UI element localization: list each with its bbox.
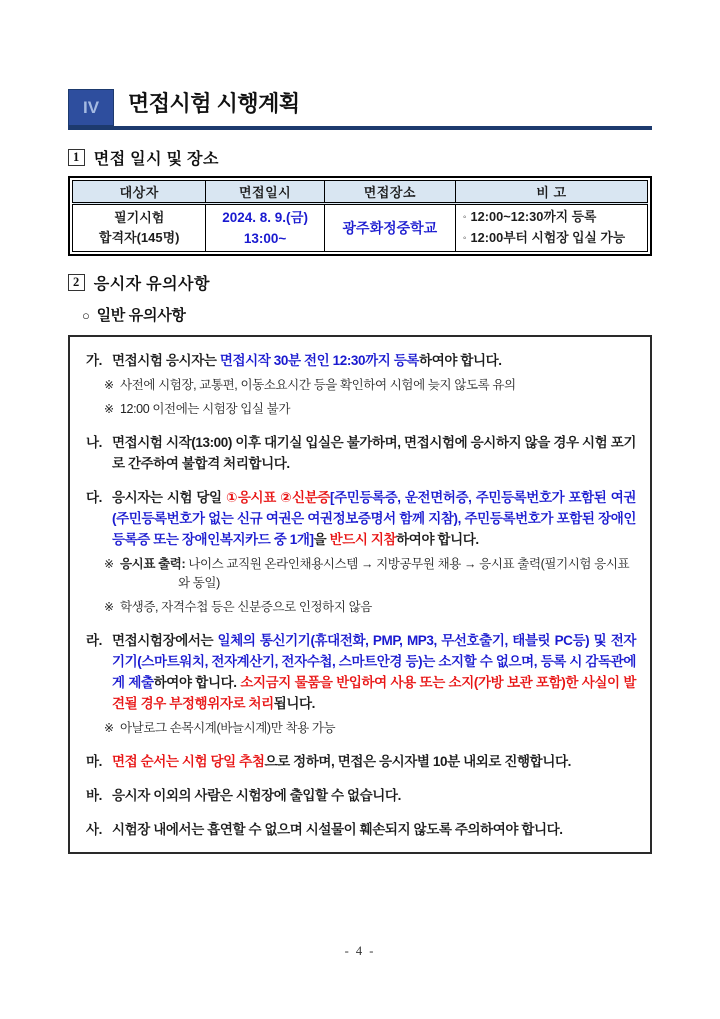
- item-label: 라.: [86, 633, 102, 648]
- notice-note: [70, 719, 636, 738]
- boxed-number-2: 2: [68, 274, 85, 291]
- remark-line: ◦ 12:00~12:30까지 등록: [462, 209, 597, 224]
- item-label: 마.: [86, 754, 102, 769]
- note-text: 12:00 이전에는 시험장 입실 불가: [120, 402, 290, 416]
- reference-mark-icon: ※: [104, 557, 114, 571]
- cell-datetime: 2024. 8. 9.(금) 13:00~: [206, 204, 324, 252]
- notice-item-ma: [70, 751, 636, 772]
- heading-label: 면접 일시 및 장소: [93, 151, 219, 168]
- table-row: [73, 204, 648, 252]
- heading-label: 응시자 유의사항: [93, 276, 210, 293]
- bullet-icon: ◦: [462, 233, 467, 244]
- section-header: [68, 87, 652, 130]
- cell-target: 필기시험 합격자(145명): [73, 204, 206, 252]
- page-number: - 4 -: [344, 944, 376, 958]
- item-label: 다.: [86, 490, 102, 505]
- heading-interview-schedule: [68, 146, 219, 169]
- item-label: 나.: [86, 435, 102, 450]
- page-title: 면접시험 시행계획: [128, 91, 300, 116]
- schedule-table: [68, 176, 652, 256]
- item-text: 응시자는 시험 당일 ①응시표 ②신분증[주민등록증, 운전면허증, 주민등록번호가 포함된 여권(주민등록번호가 없는 신규 여권은 여권정보증명서 함께 지참), 주민등록번호가 포함된 장애인등록증 또는 장애인복지카드 중 1개]을 반드시 지참하여야 합니다.: [112, 490, 636, 547]
- item-text: 면접 순서는 시험 당일 추첨으로 정하며, 면접은 응시자별 10분 내외로 진행합니다.: [112, 754, 571, 769]
- remark-line: ◦ 12:00부터 시험장 입실 가능: [462, 230, 626, 245]
- notice-note: [70, 376, 636, 395]
- col-header-datetime: 면접일시: [206, 181, 324, 204]
- notice-item-ga: [70, 350, 636, 371]
- boxed-number-1: 1: [68, 149, 85, 166]
- note-text: 응시표 출력: 나이스 교직원 온라인채용시스템 → 지방공무원 채용 → 응시표 출력(필기시험 응시표와 동일): [120, 557, 630, 590]
- table-header-row: [73, 181, 648, 204]
- col-header-place: 면접장소: [324, 181, 455, 204]
- notice-item-da: [70, 487, 636, 550]
- heading-applicant-notes: [68, 271, 210, 294]
- cell-remarks: [455, 204, 647, 252]
- notice-item-ra: [70, 630, 636, 714]
- reference-mark-icon: ※: [104, 378, 114, 392]
- item-text: 면접시험장에서는 일체의 통신기기(휴대전화, PMP, MP3, 무선호출기, 태블릿 PC등) 및 전자기기(스마트워치, 전자계산기, 전자수첩, 스마트안경 등)는 소지할 수 없으며, 등록 시 감독관에게 제출하여야 합니다. 소지금지 물품을 반입하여 사용 또는 소지(가방 보관 포함)한 사실이 발견될 경우 부정행위자로 처리됩니다.: [112, 633, 637, 711]
- reference-mark-icon: ※: [104, 402, 114, 416]
- col-header-target: 대상자: [73, 181, 206, 204]
- notice-note: [70, 598, 636, 617]
- item-text: 시험장 내에서는 흡연할 수 없으며 시설물이 훼손되지 않도록 주의하여야 합니다.: [112, 822, 563, 837]
- item-label: 가.: [86, 353, 102, 368]
- notice-box: [68, 335, 652, 854]
- notice-note: [70, 555, 636, 593]
- cell-place: 광주화정중학교: [324, 204, 455, 252]
- notice-note: [70, 400, 636, 419]
- reference-mark-icon: ※: [104, 600, 114, 614]
- section-number-badge: IV: [68, 89, 114, 126]
- item-label: 사.: [86, 822, 102, 837]
- note-text: 아날로그 손목시계(바늘시계)만 착용 가능: [120, 721, 336, 735]
- item-text: 응시자 이외의 사람은 시험장에 출입할 수 없습니다.: [112, 788, 401, 803]
- reference-mark-icon: ※: [104, 721, 114, 735]
- notice-item-sa: [70, 819, 636, 840]
- item-label: 바.: [86, 788, 102, 803]
- item-text: 면접시험 시작(13:00) 이후 대기실 입실은 불가하며, 면접시험에 응시하지 않을 경우 시험 포기로 간주하여 불합격 처리합니다.: [112, 435, 636, 471]
- circle-bullet-icon: ○: [82, 308, 90, 323]
- col-header-remarks: 비 고: [455, 181, 647, 204]
- notice-item-na: [70, 432, 636, 474]
- note-text: 사전에 시험장, 교통편, 이동소요시간 등을 확인하여 시험에 늦지 않도록 유의: [120, 378, 516, 392]
- subheading-general-notes: ○ 일반 유의사항: [82, 307, 186, 324]
- bullet-icon: ◦: [462, 212, 467, 223]
- notice-item-ba: [70, 785, 636, 806]
- note-text: 학생증, 자격수첩 등은 신분증으로 인정하지 않음: [120, 600, 372, 614]
- item-text: 면접시험 응시자는 면접시작 30분 전인 12:30까지 등록하여야 합니다.: [112, 353, 502, 368]
